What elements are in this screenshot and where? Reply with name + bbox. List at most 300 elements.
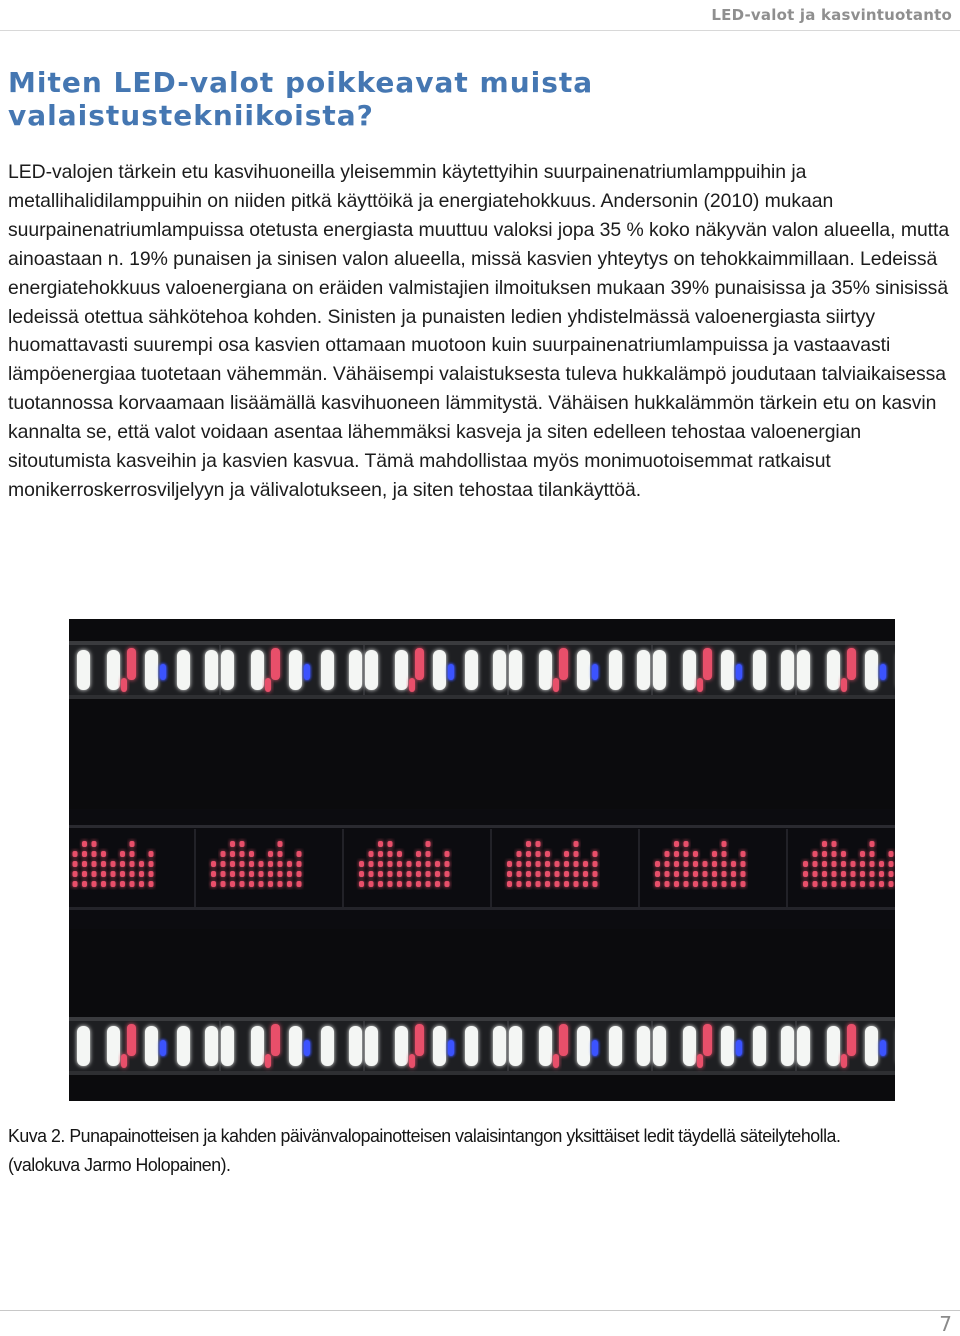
red-led-dot [803,881,808,887]
red-led-dot [73,861,78,867]
red-led-dot [120,871,125,877]
red-led-dot [426,841,431,847]
white-led [653,650,666,690]
red-led-dot [230,881,235,887]
red-led-dot [101,881,106,887]
white-led [577,1026,590,1066]
red-led [703,1024,712,1056]
red-led-dot [221,851,226,857]
red-led-dot [832,871,837,877]
red-led-dot [693,851,698,857]
white-led [609,1026,622,1066]
red-led-dot [822,841,827,847]
red-bar-rail-bottom [69,907,895,910]
red-led-dot [249,881,254,887]
red-led-dot [860,851,865,857]
blue-led [448,1040,454,1056]
white-led [827,1026,840,1066]
red-led-dot [359,871,364,877]
red-led-dot [703,871,708,877]
red-led-dot [889,881,894,887]
red-led-dot [369,881,374,887]
white-led [637,1026,650,1066]
red-led-dot [268,851,273,857]
white-led [365,1026,378,1066]
red-led [265,678,271,692]
red-led-dot [879,881,884,887]
white-led [433,650,446,690]
red-led-dot [583,871,588,877]
red-led-dot [120,881,125,887]
red-led-dot [822,871,827,877]
white-led [465,1026,478,1066]
red-led-dot [230,851,235,857]
white-led [493,650,506,690]
red-led-dot [889,871,894,877]
red-led [127,648,136,680]
red-led-dot [445,881,450,887]
red-led-dot [564,861,569,867]
red-led-dot [139,871,144,877]
red-led-dot [536,871,541,877]
figure-caption-line-1: Kuva 2. Punapainotteisen ja kahden päivänvalopainotteisen valaisintangon yksittäiset ledit täydellä säteilyteholla. [8,1125,841,1146]
red-led-dot [416,871,421,877]
red-led-dot [731,871,736,877]
red-led-dot [741,881,746,887]
red-led-dot [870,871,875,877]
red-led-dot [517,871,522,877]
red-led-dot [860,861,865,867]
white-led [753,1026,766,1066]
footer-rule [0,1310,960,1311]
red-led-dot [149,871,154,877]
red-led-dot [130,841,135,847]
red-led-dot [684,841,689,847]
red-led-dot [297,861,302,867]
red-led-dot [287,871,292,877]
red-led-dot [684,851,689,857]
red-led-dot [426,851,431,857]
red-led-dot [426,871,431,877]
red-led-dot [813,881,818,887]
red-led-dot [851,881,856,887]
red-led-dot [731,881,736,887]
white-led [865,1026,878,1066]
red-led-dot [593,861,598,867]
red-led-dot [536,841,541,847]
red-led-dot [722,851,727,857]
red-led-dot [583,881,588,887]
red-led-dot [397,851,402,857]
red-led-dot [378,871,383,877]
blue-led [880,664,886,680]
red-led [703,648,712,680]
red-led-dot [268,871,273,877]
red-led [559,648,568,680]
red-led-dot [378,861,383,867]
blue-led [880,1040,886,1056]
red-led-dot [832,841,837,847]
white-led [177,650,190,690]
red-led-dot [684,881,689,887]
top-daylight-bar-edge-bottom [69,695,895,699]
red-led-dot [388,841,393,847]
white-led [251,650,264,690]
red-led-dot [822,881,827,887]
red-led-dot [822,851,827,857]
red-led-dot [860,881,865,887]
red-led-dot [536,861,541,867]
red-led-dot [211,861,216,867]
red-led-dot [101,871,106,877]
white-led [753,650,766,690]
white-led [797,650,810,690]
white-led [509,650,522,690]
red-led-dot [249,851,254,857]
red-led-dot [526,861,531,867]
red-led-dot [378,841,383,847]
white-led [321,1026,334,1066]
white-led [107,650,120,690]
bottom-daylight-bar-edge-bottom [69,1071,895,1075]
red-led-dot [722,841,727,847]
red-led-dot [287,861,292,867]
red-led-dot [397,861,402,867]
red-led-dot [416,851,421,857]
red-led-dot [407,881,412,887]
red-led-dot [526,841,531,847]
white-led [653,1026,666,1066]
red-led-dot [722,861,727,867]
red-led-dot [870,841,875,847]
white-led [781,650,794,690]
white-led [349,650,362,690]
red-led [697,678,703,692]
red-led-dot [684,871,689,877]
red-led-dot [841,871,846,877]
red-led-dot [249,871,254,877]
red-led-dot [73,871,78,877]
red-led-dot [149,881,154,887]
white-led [289,650,302,690]
red-led-dot [73,851,78,857]
red-led-dot [655,871,660,877]
white-led [683,1026,696,1066]
red-led-dot [426,861,431,867]
white-led [145,650,158,690]
red-led-dot [731,861,736,867]
red-led-dot [813,861,818,867]
blue-led [448,664,454,680]
red-led-dot [297,851,302,857]
red-led-dot [92,871,97,877]
red-led-dot [879,861,884,867]
red-led-dot [139,881,144,887]
red-led-dot [240,841,245,847]
red-led [841,1054,847,1068]
red-led-dot [211,881,216,887]
red-led-dot [445,871,450,877]
red-led-dot [268,861,273,867]
red-led-dot [111,871,116,877]
header-rule [0,30,960,31]
red-led [127,1024,136,1056]
red-led-dot [297,881,302,887]
red-led-dot [111,861,116,867]
red-led-dot [712,851,717,857]
white-led [721,650,734,690]
red-led-dot [832,851,837,857]
red-led-dot [841,881,846,887]
red-led-dot [517,881,522,887]
white-led [289,1026,302,1066]
red-led-dot [507,871,512,877]
red-led-dot [574,841,579,847]
red-led-dot [574,881,579,887]
red-led-dot [545,851,550,857]
red-led-dot [240,881,245,887]
red-led-dot [369,871,374,877]
red-led-dot [574,871,579,877]
red-led-dot [870,861,875,867]
red-led-dot [593,881,598,887]
red-led-dot [545,861,550,867]
red-led-dot [665,881,670,887]
red-led-dot [722,881,727,887]
figure-caption-line-2: (valokuva Jarmo Holopainen). [8,1153,231,1175]
red-led-dot [139,861,144,867]
red-led-dot [130,881,135,887]
red-led-dot [889,851,894,857]
red-led-dot [803,861,808,867]
red-led-dot [703,861,708,867]
red-led-dot [870,881,875,887]
red-led-dot [574,851,579,857]
white-led [493,1026,506,1066]
section-title: Miten LED-valot poikkeavat muista valaistustekniikoista? [8,66,594,132]
bottom-daylight-bar-body [69,1017,895,1075]
red-led-dot [832,861,837,867]
red-led-dot [259,871,264,877]
red-led-dot [741,861,746,867]
red-led-dot [388,881,393,887]
red-led-dot [555,871,560,877]
red-led-dot [397,871,402,877]
red-led-dot [684,861,689,867]
red-led-dot [712,881,717,887]
red-led-dot [507,881,512,887]
figure-caption [8,1122,920,1179]
white-led [221,650,234,690]
red-led-dot [120,861,125,867]
white-led [683,650,696,690]
white-led [781,1026,794,1066]
red-led [553,1054,559,1068]
red-led-dot [82,861,87,867]
red-led-dot [526,851,531,857]
red-led-dot [813,871,818,877]
red-led-dot [665,861,670,867]
red-led-dot [564,881,569,887]
red-led-dot [674,871,679,877]
blue-led [304,664,310,680]
white-led [395,1026,408,1066]
red-led-dot [665,871,670,877]
body-paragraph: LED-valojen tärkein etu kasvihuoneilla yleisemmin käytettyihin suurpainenatriumlamppuihin ja metallihalidilamppuihin on niiden pitkä käyttöikä ja energiatehokkuus. Andersonin (2010) mukaan suurpainenatriumlampuissa otetusta energiasta muuttuu valoksi jopa 35 % koko näkyvän valon alueella, mutta ainoastaan n. 19% punaisen ja sinisen valon alueella, missä kasvien yhteytys on tehokkaimmillaan. Ledeissä energiatehokkuus valoenergiana on eräiden valmistajien ilmoituksen mukaan 39% punaisissa ja 35% sinisissä ledeissä otettua sähkötehoa kohden. Sinisten ja punaisten ledien yhdistelmässä valoenergiasta siirtyy huomattavasti suurempi osa kasvien ottamaan muotoon kuin suurpainenatriumlampuissa ja vastaavasti lämpöenergiaa tuotetaan vähemmän. Vähäisempi valaistuksesta tuleva hukkalämpö joudutaan talviaikaisessa tuotannossa korvaamaan lisäämällä kasvihuoneen lämmitystä. Vähäisen hukkalämmön tärkein etu on kasvin kannalta se, että valot voidaan asentaa lähemmäksi kasveja ja siten edelleen tehostaa valoenergian sitoutumista kasveihin ja kasvien kasvua. Tämä mahdollistaa myös monimuotoisemmat ratkaisut monikerroskerrosviljelyyn ja välivalotukseen, ja siten tehostaa tilankäyttöä. [8,161,950,501]
red-led [559,1024,568,1056]
red-led-dot [230,871,235,877]
red-led-dot [120,851,125,857]
red-led-dot [92,841,97,847]
red-led [265,1054,271,1068]
red-led-dot [655,881,660,887]
red-led [415,1024,424,1056]
white-led [539,650,552,690]
red-led-dot [240,851,245,857]
red-led-dot [555,861,560,867]
red-led-dot [803,871,808,877]
blue-led [592,664,598,680]
red-led-dot [240,871,245,877]
red-led-dot [445,861,450,867]
white-led [465,650,478,690]
blue-led [592,1040,598,1056]
red-led-dot [712,871,717,877]
red-led-dot [240,861,245,867]
red-led-dot [82,881,87,887]
white-led [77,650,90,690]
red-led [697,1054,703,1068]
red-led [847,648,856,680]
white-led [509,1026,522,1066]
red-led-dot [564,871,569,877]
led-photo-drawing [69,619,895,1101]
red-led-dot [526,871,531,877]
red-led-dot [221,871,226,877]
red-led-dot [574,861,579,867]
red-led [121,678,127,692]
red-led [271,648,280,680]
red-led-dot [259,861,264,867]
white-led [827,650,840,690]
white-led [251,1026,264,1066]
red-led-dot [230,841,235,847]
red-led-dot [221,861,226,867]
red-led-dot [712,861,717,867]
red-led-dot [674,851,679,857]
red-led-dot [722,871,727,877]
red-led-dot [593,851,598,857]
red-led-dot [130,861,135,867]
red-led-dot [388,871,393,877]
page-number: 7 [939,1312,952,1336]
red-led-dot [130,871,135,877]
red-led-dot [517,861,522,867]
red-led-dot [130,851,135,857]
red-led-dot [822,861,827,867]
red-led-dot [407,871,412,877]
red-led-dot [545,881,550,887]
red-led-dot [536,881,541,887]
white-led [609,650,622,690]
red-led-dot [741,871,746,877]
red-led-dot [851,861,856,867]
white-led [577,650,590,690]
white-led [145,1026,158,1066]
red-led-dot [211,871,216,877]
red-led-dot [507,861,512,867]
red-led-dot [249,861,254,867]
red-led [415,648,424,680]
running-header: LED-valot ja kasvintuotanto [711,6,952,24]
red-led-dot [388,851,393,857]
red-led-dot [832,881,837,887]
white-led [205,650,218,690]
red-led-dot [82,871,87,877]
red-led-dot [555,881,560,887]
white-led [205,1026,218,1066]
red-led-dot [278,851,283,857]
red-led-dot [278,861,283,867]
red-led-dot [73,881,78,887]
bottom-daylight-bar-edge-top [69,1017,895,1021]
red-led-dot [268,881,273,887]
red-led-dot [101,861,106,867]
white-led [721,1026,734,1066]
red-led-dot [693,861,698,867]
white-led [107,1026,120,1066]
blue-led [736,1040,742,1056]
red-led-dot [536,851,541,857]
red-led-dot [435,871,440,877]
white-led [865,650,878,690]
white-led [321,650,334,690]
red-led-dot [378,881,383,887]
top-daylight-bar-body [69,641,895,699]
red-led-dot [397,881,402,887]
led-light-bars-photo [69,619,895,1101]
red-led-dot [851,871,856,877]
red-led [409,678,415,692]
white-led [433,1026,446,1066]
red-led-dot [278,881,283,887]
red-led-dot [545,871,550,877]
red-led [841,678,847,692]
red-led-dot [297,871,302,877]
red-led-dot [564,851,569,857]
red-led-dot [388,861,393,867]
white-led [221,1026,234,1066]
red-led-dot [703,881,708,887]
red-led-dot [741,851,746,857]
red-led-dot [378,851,383,857]
red-led-dot [82,841,87,847]
red-led-dot [149,861,154,867]
red-led-dot [693,871,698,877]
red-led-dot [92,861,97,867]
red-led-dot [526,881,531,887]
red-led-dot [359,881,364,887]
red-led-dot [426,881,431,887]
red-led-dot [445,851,450,857]
red-led-dot [879,871,884,877]
red-led-dot [359,861,364,867]
red-led-dot [230,861,235,867]
red-led-dot [259,881,264,887]
red-led [121,1054,127,1068]
white-led [637,650,650,690]
red-led-dot [674,841,679,847]
